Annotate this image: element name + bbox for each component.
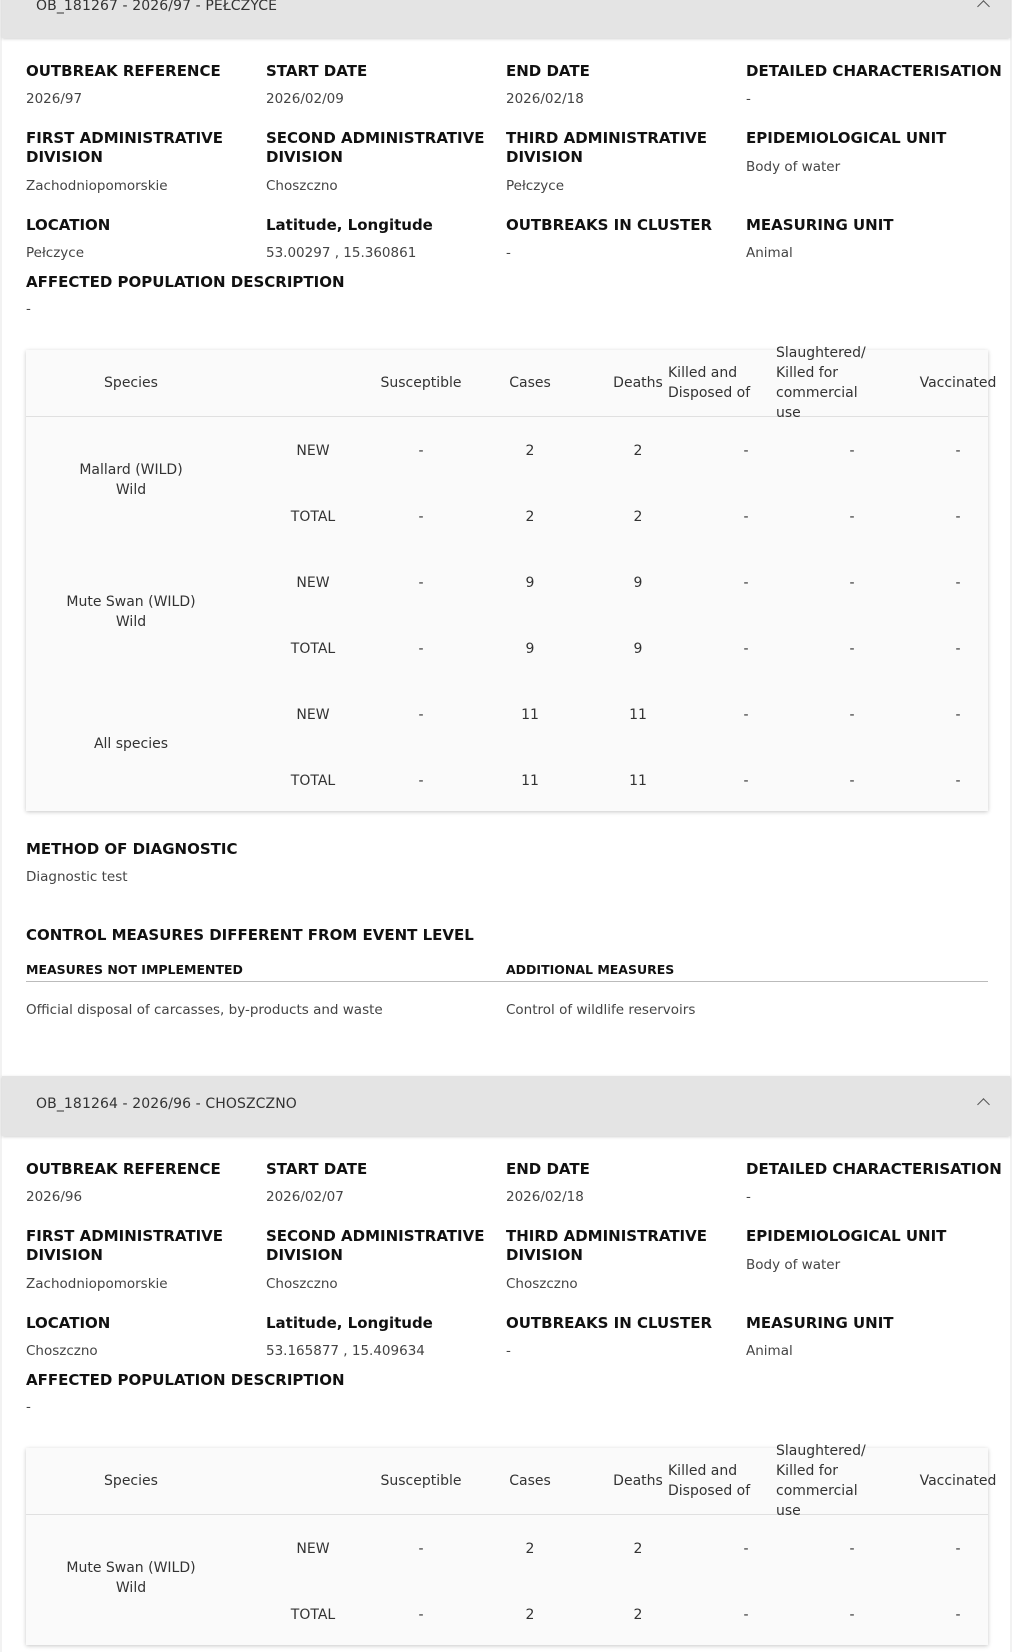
second-admin-value: Choszczno xyxy=(266,1276,338,1292)
cell-slaughtered: - xyxy=(849,1541,855,1557)
cell-killed: - xyxy=(743,707,749,723)
third-admin-label-line2: DIVISION xyxy=(506,1246,583,1264)
chevron-up-icon[interactable] xyxy=(977,1098,990,1111)
cell-deaths: 2 xyxy=(633,509,643,525)
measuring-unit-value: Animal xyxy=(746,1343,793,1359)
col-killed-line2: Disposed of xyxy=(668,1483,751,1499)
row-kind: NEW xyxy=(296,443,330,459)
chevron-up-icon[interactable] xyxy=(977,0,990,13)
cell-killed: - xyxy=(743,575,749,591)
cell-slaughtered: - xyxy=(849,443,855,459)
row-kind: TOTAL xyxy=(290,509,336,525)
col-deaths: Deaths xyxy=(613,375,663,391)
row-kind: TOTAL xyxy=(290,1607,336,1623)
second-admin-value: Choszczno xyxy=(266,178,338,194)
cell-vaccinated: - xyxy=(955,443,961,459)
cell-deaths: 2 xyxy=(633,1541,643,1557)
col-susceptible: Susceptible xyxy=(380,1473,462,1489)
detailed-characterisation-label: DETAILED CHARACTERISATION xyxy=(746,1160,1002,1178)
second-admin-label-line1: SECOND ADMINISTRATIVE xyxy=(266,1227,485,1245)
outbreak-reference-label: OUTBREAK REFERENCE xyxy=(26,1160,221,1178)
first-admin-label-line1: FIRST ADMINISTRATIVE xyxy=(26,129,224,147)
third-admin-label-line1: THIRD ADMINISTRATIVE xyxy=(506,129,707,147)
cell-deaths: 11 xyxy=(629,707,647,723)
cell-killed: - xyxy=(743,443,749,459)
cell-deaths: 2 xyxy=(633,443,643,459)
third-admin-label-line2: DIVISION xyxy=(506,148,583,166)
epidemiological-unit-label: EPIDEMIOLOGICAL UNIT xyxy=(746,129,947,147)
start-date-value: 2026/02/07 xyxy=(266,1189,344,1205)
detailed-characterisation-value: - xyxy=(746,1189,751,1205)
col-species: Species xyxy=(104,375,158,391)
cell-slaughtered: - xyxy=(849,707,855,723)
cell-susceptible: - xyxy=(418,707,424,723)
col-vaccinated: Vaccinated xyxy=(919,375,997,391)
col-slaughtered-line4: use xyxy=(776,1503,801,1519)
third-admin-value: Choszczno xyxy=(506,1276,578,1292)
outbreak-panel-2 xyxy=(2,1076,1010,1652)
cell-susceptible: - xyxy=(418,443,424,459)
measuring-unit-value: Animal xyxy=(746,245,793,261)
col-slaughtered-line1: Slaughtered/ xyxy=(776,1443,866,1459)
measures-not-implemented-label: MEASURES NOT IMPLEMENTED xyxy=(26,962,243,977)
cell-cases: 9 xyxy=(525,641,535,657)
col-susceptible: Susceptible xyxy=(380,375,462,391)
outbreaks-in-cluster-label: OUTBREAKS IN CLUSTER xyxy=(506,216,713,234)
first-admin-label-line1: FIRST ADMINISTRATIVE xyxy=(26,1227,224,1245)
col-slaughtered-line1: Slaughtered/ xyxy=(776,345,866,361)
row-kind: TOTAL xyxy=(290,773,336,789)
lat-long-value: 53.00297 , 15.360861 xyxy=(266,245,417,261)
cell-slaughtered: - xyxy=(849,773,855,789)
first-admin-label-line2: DIVISION xyxy=(26,1246,103,1264)
second-admin-label-line2: DIVISION xyxy=(266,1246,343,1264)
cell-slaughtered: - xyxy=(849,641,855,657)
affected-population-value: - xyxy=(26,301,31,317)
cell-susceptible: - xyxy=(418,1607,424,1623)
row-kind: TOTAL xyxy=(290,641,336,657)
measures-divider xyxy=(26,981,988,982)
cell-susceptible: - xyxy=(418,509,424,525)
cell-cases: 9 xyxy=(525,575,535,591)
first-admin-label-line2: DIVISION xyxy=(26,148,103,166)
control-measures-label: CONTROL MEASURES DIFFERENT FROM EVENT LEVEL xyxy=(26,926,474,944)
species-type: Wild xyxy=(115,614,147,630)
start-date-value: 2026/02/09 xyxy=(266,91,344,107)
cell-killed: - xyxy=(743,773,749,789)
outbreak-panel-header[interactable] xyxy=(2,1076,1010,1136)
species-type: Wild xyxy=(115,1580,147,1596)
col-slaughtered-line4: use xyxy=(776,405,801,421)
cell-susceptible: - xyxy=(418,641,424,657)
cell-deaths: 2 xyxy=(633,1607,643,1623)
additional-measures-label: ADDITIONAL MEASURES xyxy=(506,962,675,977)
epidemiological-unit-value: Body of water xyxy=(746,1257,841,1273)
col-cases: Cases xyxy=(509,375,551,391)
measuring-unit-label: MEASURING UNIT xyxy=(746,216,894,234)
lat-long-label: Latitude, Longitude xyxy=(266,216,433,234)
method-of-diagnostic-label: METHOD OF DIAGNOSTIC xyxy=(26,840,238,858)
epidemiological-unit-label: EPIDEMIOLOGICAL UNIT xyxy=(746,1227,947,1245)
species-table xyxy=(26,345,997,811)
col-killed-line2: Disposed of xyxy=(668,385,751,401)
species-name: All species xyxy=(93,736,169,752)
method-of-diagnostic-value: Diagnostic test xyxy=(26,869,128,885)
species-type: Wild xyxy=(115,482,147,498)
species-table xyxy=(26,1443,997,1645)
species-table-header xyxy=(26,345,997,421)
measures-not-implemented-value: Official disposal of carcasses, by-products and waste xyxy=(26,1002,383,1018)
epidemiological-unit-value: Body of water xyxy=(746,159,841,175)
start-date-label: START DATE xyxy=(266,62,368,80)
end-date-label: END DATE xyxy=(506,62,590,80)
outbreak-title: OB_181264 - 2026/96 - CHOSZCZNO xyxy=(36,1096,297,1112)
cell-cases: 2 xyxy=(525,1607,535,1623)
col-vaccinated: Vaccinated xyxy=(919,1473,997,1489)
species-name: Mute Swan (WILD) xyxy=(66,1560,196,1576)
cell-killed: - xyxy=(743,509,749,525)
cell-killed: - xyxy=(743,1541,749,1557)
cell-slaughtered: - xyxy=(849,509,855,525)
cell-slaughtered: - xyxy=(849,1607,855,1623)
additional-measures-value: Control of wildlife reservoirs xyxy=(506,1002,696,1018)
outbreak-panel-1 xyxy=(2,0,1010,1078)
second-admin-label-line1: SECOND ADMINISTRATIVE xyxy=(266,129,485,147)
col-slaughtered-line3: commercial xyxy=(776,385,858,401)
col-deaths: Deaths xyxy=(613,1473,663,1489)
first-admin-value: Zachodniopomorskie xyxy=(26,1276,168,1292)
cell-vaccinated: - xyxy=(955,1607,961,1623)
row-kind: NEW xyxy=(296,575,330,591)
cell-vaccinated: - xyxy=(955,575,961,591)
end-date-value: 2026/02/18 xyxy=(506,1189,584,1205)
col-cases: Cases xyxy=(509,1473,551,1489)
outbreaks-in-cluster-value: - xyxy=(506,245,511,261)
detailed-characterisation-value: - xyxy=(746,91,751,107)
col-slaughtered-line2: Killed for xyxy=(776,1463,839,1479)
cell-cases: 2 xyxy=(525,509,535,525)
location-value: Pełczyce xyxy=(26,245,85,261)
cell-susceptible: - xyxy=(418,1541,424,1557)
end-date-label: END DATE xyxy=(506,1160,590,1178)
location-label: LOCATION xyxy=(26,216,111,234)
cell-cases: 11 xyxy=(521,707,539,723)
col-killed-line1: Killed and xyxy=(668,365,738,381)
cell-killed: - xyxy=(743,641,749,657)
cell-susceptible: - xyxy=(418,575,424,591)
outbreak-reference-value: 2026/96 xyxy=(26,1189,83,1205)
cell-cases: 2 xyxy=(525,443,535,459)
cell-cases: 11 xyxy=(521,773,539,789)
col-slaughtered-line3: commercial xyxy=(776,1483,858,1499)
outbreak-panel-header[interactable] xyxy=(2,0,1010,38)
cell-deaths: 9 xyxy=(633,575,643,591)
cell-cases: 2 xyxy=(525,1541,535,1557)
affected-population-value: - xyxy=(26,1399,31,1415)
row-kind: NEW xyxy=(296,707,330,723)
end-date-value: 2026/02/18 xyxy=(506,91,584,107)
third-admin-label-line1: THIRD ADMINISTRATIVE xyxy=(506,1227,707,1245)
lat-long-label: Latitude, Longitude xyxy=(266,1314,433,1332)
col-slaughtered-line2: Killed for xyxy=(776,365,839,381)
cell-vaccinated: - xyxy=(955,1541,961,1557)
location-label: LOCATION xyxy=(26,1314,111,1332)
cell-deaths: 11 xyxy=(629,773,647,789)
cell-killed: - xyxy=(743,1607,749,1623)
species-table-header xyxy=(26,1443,997,1519)
cell-slaughtered: - xyxy=(849,575,855,591)
lat-long-value: 53.165877 , 15.409634 xyxy=(266,1343,425,1359)
measuring-unit-label: MEASURING UNIT xyxy=(746,1314,894,1332)
species-name: Mallard (WILD) xyxy=(79,462,183,478)
cell-vaccinated: - xyxy=(955,773,961,789)
col-species: Species xyxy=(104,1473,158,1489)
start-date-label: START DATE xyxy=(266,1160,368,1178)
species-name: Mute Swan (WILD) xyxy=(66,594,196,610)
third-admin-value: Pełczyce xyxy=(506,178,565,194)
first-admin-value: Zachodniopomorskie xyxy=(26,178,168,194)
outbreak-reference-value: 2026/97 xyxy=(26,91,83,107)
cell-deaths: 9 xyxy=(633,641,643,657)
cell-vaccinated: - xyxy=(955,509,961,525)
detailed-characterisation-label: DETAILED CHARACTERISATION xyxy=(746,62,1002,80)
affected-population-label: AFFECTED POPULATION DESCRIPTION xyxy=(26,273,345,291)
affected-population-label: AFFECTED POPULATION DESCRIPTION xyxy=(26,1371,345,1389)
cell-vaccinated: - xyxy=(955,707,961,723)
outbreaks-in-cluster-value: - xyxy=(506,1343,511,1359)
location-value: Choszczno xyxy=(26,1343,98,1359)
cell-vaccinated: - xyxy=(955,641,961,657)
outbreaks-in-cluster-label: OUTBREAKS IN CLUSTER xyxy=(506,1314,713,1332)
col-killed-line1: Killed and xyxy=(668,1463,738,1479)
outbreak-title: OB_181267 - 2026/97 - PEŁCZYCE xyxy=(36,0,278,14)
outbreak-reference-label: OUTBREAK REFERENCE xyxy=(26,62,221,80)
second-admin-label-line2: DIVISION xyxy=(266,148,343,166)
row-kind: NEW xyxy=(296,1541,330,1557)
cell-susceptible: - xyxy=(418,773,424,789)
